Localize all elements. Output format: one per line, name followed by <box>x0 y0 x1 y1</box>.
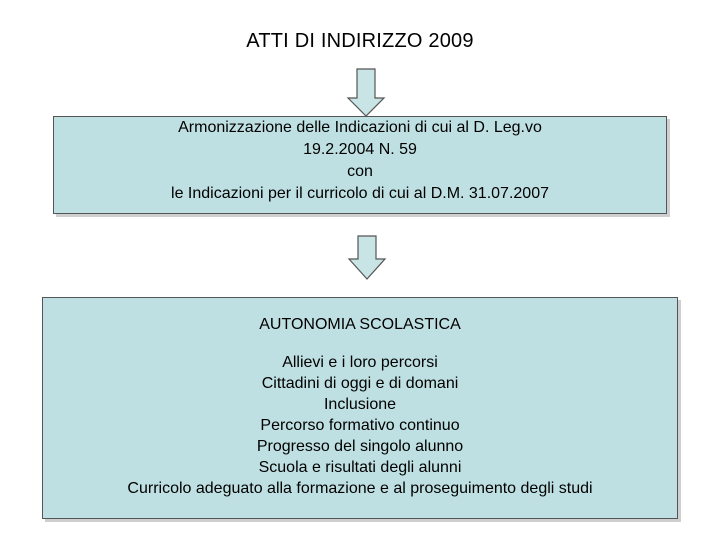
arrow-down-icon <box>346 68 386 118</box>
box2-line: Progresso del singolo alunno <box>256 438 464 455</box>
box2-line: Inclusione <box>323 396 397 413</box>
harmonization-box <box>53 116 667 214</box>
box1-line: le Indicazioni per il curricolo di cui al D.M. 31.07.2007 <box>171 185 549 202</box>
box1-line: Armonizzazione delle Indicazioni di cui al D. Leg.vo <box>178 119 542 136</box>
box2-line: Percorso formativo continuo <box>260 417 460 434</box>
box1-line: con <box>347 163 373 180</box>
box2-line: Allievi e i loro percorsi <box>282 354 438 371</box>
box2-line: Curricolo adeguato alla formazione e al proseguimento degli studi <box>127 480 593 497</box>
box2-line: Cittadini di oggi e di domani <box>261 375 459 392</box>
arrow-down-icon <box>347 235 387 281</box>
box2-heading: AUTONOMIA SCOLASTICA <box>259 316 461 333</box>
school-autonomy-box <box>42 297 678 519</box>
box2-line: Scuola e risultati degli alunni <box>258 459 462 476</box>
box1-line: 19.2.2004 N. 59 <box>303 141 417 158</box>
page-title: ATTI DI INDIRIZZO 2009 <box>246 30 474 52</box>
